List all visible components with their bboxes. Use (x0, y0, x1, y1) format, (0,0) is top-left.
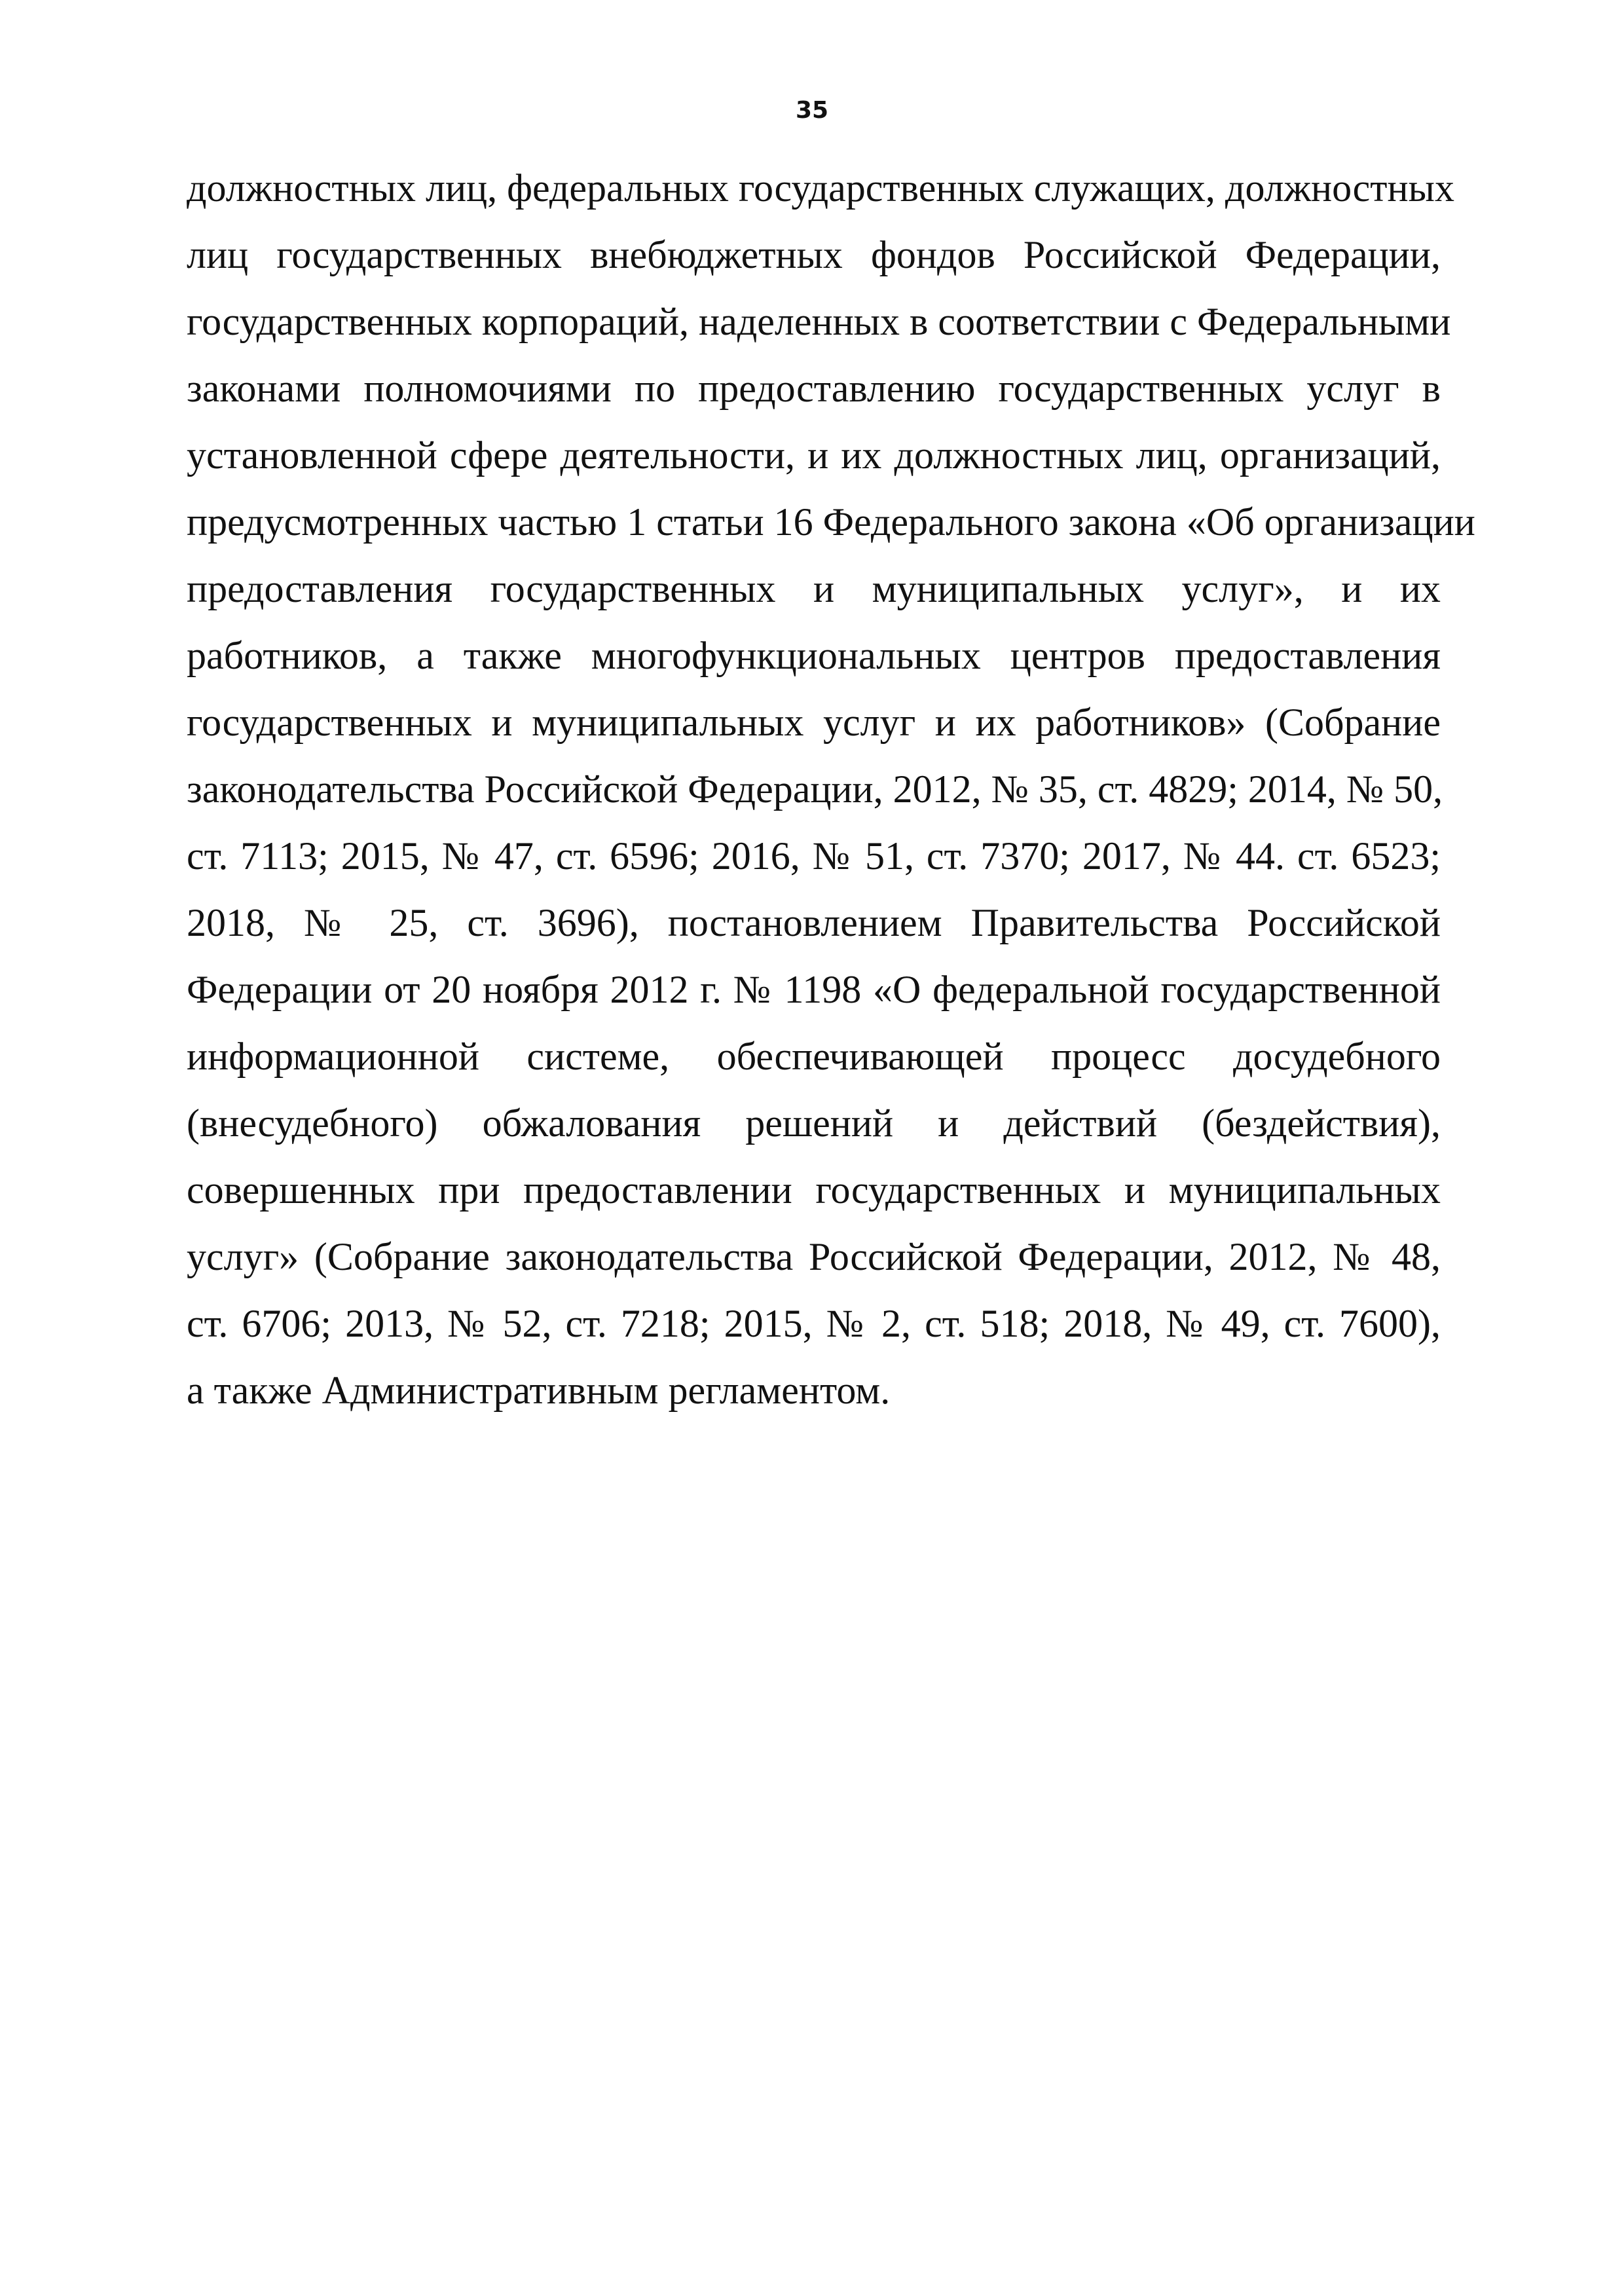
text-line: государственных корпораций, наделенных в соответствии с Федеральными (187, 300, 1451, 343)
text-line: законодательства Российской Федерации, 2012, № 35, ст. 4829; 2014, № 50, (187, 768, 1443, 811)
text-line: ст. 6706; 2013, № 52, ст. 7218; 2015, № 2, ст. 518; 2018, № 49, ст. 7600), (187, 1302, 1441, 1345)
text-line: информационной системе, обеспечивающей процесс досудебного (187, 1035, 1441, 1078)
text-line: услуг» (Собрание законодательства Российской Федерации, 2012, № 48, (187, 1235, 1441, 1278)
text-line: совершенных при предоставлении государственных и муниципальных (187, 1168, 1441, 1212)
text-line: работников, а также многофункциональных центров предоставления (187, 634, 1441, 677)
text-line: установленной сфере деятельности, и их должностных лиц, организаций, (187, 434, 1441, 477)
text-line: Федерации от 20 ноября 2012 г. № 1198 «О федеральной государственной (187, 968, 1441, 1011)
text-line: государственных и муниципальных услуг и их работников» (Собрание (187, 701, 1441, 744)
text-line: лиц государственных внебюджетных фондов Российской Федерации, (187, 233, 1441, 276)
text-line: законами полномочиями по предоставлению государственных услуг в (187, 367, 1441, 410)
text-line-last: а также Административным регламентом. (187, 1369, 891, 1412)
text-line: ст. 7113; 2015, № 47, ст. 6596; 2016, № 51, ст. 7370; 2017, № 44. ст. 6523; (187, 834, 1441, 878)
text-line: (внесудебного) обжалования решений и действий (бездействия), (187, 1102, 1441, 1145)
text-line: предоставления государственных и муниципальных услуг», и их (187, 567, 1441, 610)
text-line: должностных лиц, федеральных государственных служащих, должностных (187, 166, 1454, 210)
text-line: предусмотренных частью 1 статьи 16 Федерального закона «Об организации (187, 500, 1475, 544)
text-line: 2018, № 25, ст. 3696), постановлением Правительства Российской (187, 901, 1441, 944)
page-number: 35 (795, 97, 829, 124)
body-text (187, 155, 1475, 1424)
